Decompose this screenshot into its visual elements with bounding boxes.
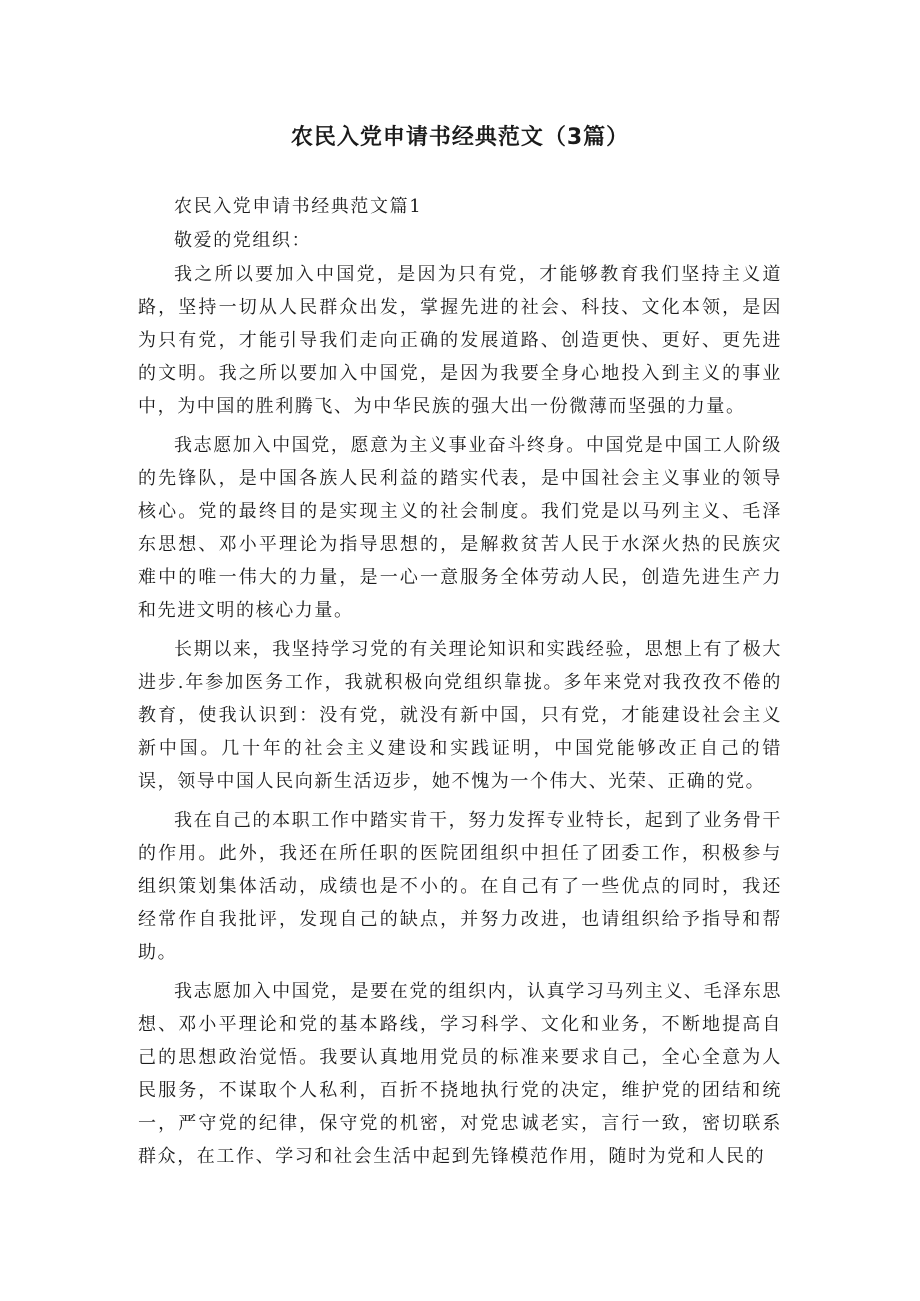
- document-body: [138, 190, 782, 1179]
- paragraph: 我志愿加入中国党，愿意为主义事业奋斗终身。中国党是中国工人阶级的先锋队，是中国各族人民利益的踏实代表，是中国社会主义事业的领导核心。党的最终目的是实现主义的社会制度。我们党是以马列主义、毛泽东思想、邓小平理论为指导思想的，是解救贫苦人民于水深火热的民族灾难中的唯一伟大的力量，是一心一意服务全体劳动人民，创造先进生产力和先进文明的核心力量。: [138, 435, 782, 621]
- paragraph: 我之所以要加入中国党，是因为只有党，才能够教育我们坚持主义道路，坚持一切从人民群众出发，掌握先进的社会、科技、文化本领，是因为只有党，才能引导我们走向正确的发展道路、创造更快、更好、更先进的文明。我之所以要加入中国党，是因为我要全身心地投入到主义的事业中，为中国的胜利腾飞、为中华民族的强大出一份微薄而坚强的力量。: [138, 264, 782, 417]
- paragraph: 我在自己的本职工作中踏实肯干，努力发挥专业特长，起到了业务骨干的作用。此外，我还在所任职的医院团组织中担任了团委工作，积极参与组织策划集体活动，成绩也是不小的。在自己有了一些优点的同时，我还经常作自我批评，发现自己的缺点，并努力改进，也请组织给予指导和帮助。: [138, 810, 782, 963]
- paragraph: 我志愿加入中国党，是要在党的组织内，认真学习马列主义、毛泽东思想、邓小平理论和党的基本路线，学习科学、文化和业务，不断地提高自己的思想政治觉悟。我要认真地用党员的标准来要求自己，全心全意为人民服务，不谋取个人私利，百折不挠地执行党的决定，维护党的团结和统一，严守党的纪律，保守党的机密，对党忠诚老实，言行一致，密切联系群众，在工作、学习和社会生活中起到先锋模范作用，随时为党和人民的: [138, 981, 782, 1167]
- paragraph: 长期以来，我坚持学习党的有关理论知识和实践经验，思想上有了极大进步.年参加医务工作，我就积极向党组织靠拢。多年来党对我孜孜不倦的教育，使我认识到：没有党，就没有新中国，只有党，才能建设社会主义新中国。几十年的社会主义建设和实践证明，中国党能够改正自己的错误，领导中国人民向新生活迈步，她不愧为一个伟大、光荣、正确的党。: [138, 639, 782, 792]
- section-heading: 农民入党申请书经典范文篇1: [174, 196, 423, 217]
- salutation: 敬爱的党组织：: [174, 230, 312, 251]
- document-title: 农民入党申请书经典范文（3篇）: [290, 125, 630, 150]
